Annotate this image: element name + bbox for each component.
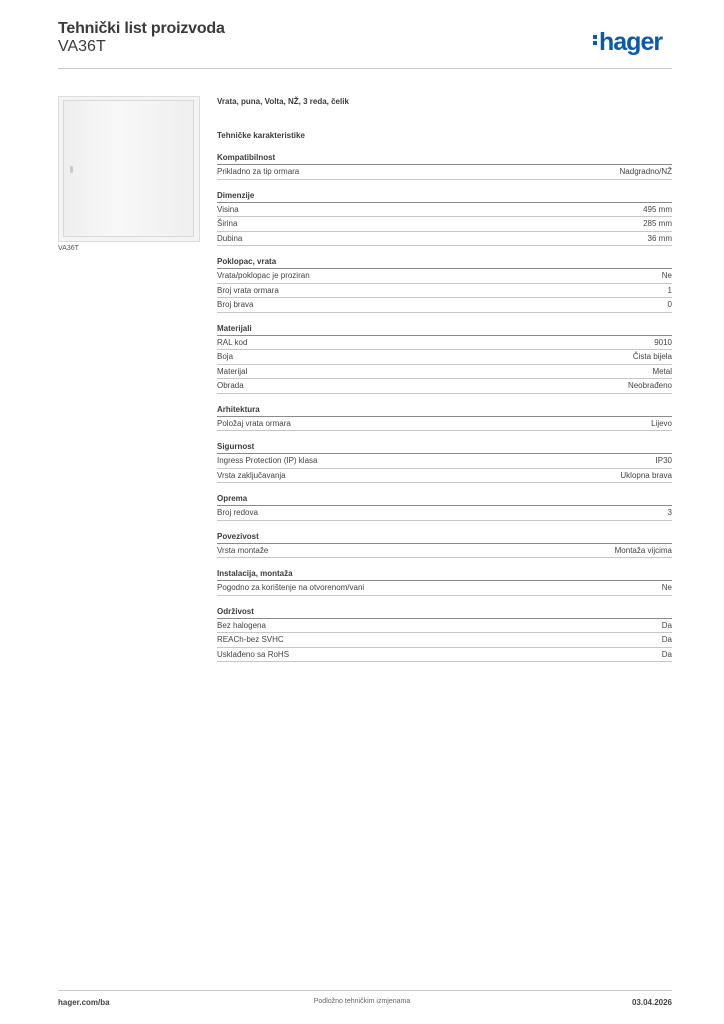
spec-section: [217, 531, 672, 559]
spec-row: [217, 379, 672, 394]
spec-sections: [217, 152, 672, 662]
spec-label: Širina: [217, 219, 238, 228]
spec-label: Vrsta zaključavanja: [217, 470, 286, 480]
spec-value: Nadgradno/NŽ: [619, 167, 672, 176]
spec-value: 36 mm: [647, 233, 672, 243]
spec-value: Ne: [661, 271, 672, 280]
spec-label: REACh-bez SVHC: [217, 635, 284, 644]
spec-value: Lijevo: [651, 418, 672, 428]
door-handle-icon: [70, 166, 73, 173]
spec-label: Položaj vrata ormara: [217, 418, 291, 428]
spec-value: Da: [661, 649, 672, 659]
footer-date: 03.04.2026: [631, 998, 672, 1007]
footer-note: Podložno tehničkim izmjenama: [313, 998, 411, 1005]
spec-section: [217, 256, 672, 313]
spec-value: Ne: [661, 583, 672, 592]
spec-label: Prikladno za tip ormara: [217, 167, 300, 176]
hager-logo: [593, 28, 662, 57]
spec-label: Visina: [217, 204, 239, 214]
spec-row: [217, 633, 672, 648]
spec-value: Neobrađeno: [627, 381, 672, 390]
footer-divider: [58, 990, 672, 991]
section-title: Dimenzije: [217, 190, 672, 203]
page-title: Tehnički list proizvoda: [58, 20, 225, 37]
spec-value: 0: [667, 300, 672, 309]
spec-value: Da: [661, 635, 672, 644]
section-title: Kompatibilnost: [217, 152, 672, 165]
spec-section: [217, 441, 672, 483]
technical-characteristics-heading: Tehničke karakteristike: [217, 131, 305, 140]
spec-label: Dubina: [217, 233, 243, 243]
spec-row: [217, 336, 672, 351]
spec-label: Broj brava: [217, 300, 254, 309]
spec-label: Broj redova: [217, 508, 258, 517]
spec-value: Montaža vijcima: [614, 545, 672, 555]
product-description: Vrata, puna, Volta, NŽ, 3 reda, čelik: [217, 97, 349, 106]
spec-row: [217, 298, 672, 313]
spec-value: 495 mm: [643, 204, 672, 214]
spec-section: [217, 568, 672, 596]
spec-label: Ingress Protection (IP) klasa: [217, 456, 318, 465]
spec-value: Uklopna brava: [620, 470, 672, 480]
spec-label: Bez halogena: [217, 620, 266, 630]
spec-section: [217, 190, 672, 247]
spec-value: 9010: [654, 337, 672, 347]
spec-value: Metal: [652, 366, 672, 376]
spec-row: [217, 544, 672, 559]
section-title: Poklopac, vrata: [217, 256, 672, 269]
spec-row: [217, 217, 672, 232]
spec-label: Broj vrata ormara: [217, 285, 279, 295]
section-title: Održivost: [217, 606, 672, 619]
spec-label: Pogodno za korištenje na otvorenom/vani: [217, 583, 365, 592]
spec-label: Vrata/poklopac je proziran: [217, 271, 310, 280]
section-title: Materijali: [217, 323, 672, 336]
section-title: Povezivost: [217, 531, 672, 544]
spec-label: Materijal: [217, 366, 248, 376]
logo-text: hager: [599, 28, 663, 56]
spec-row: [217, 581, 672, 596]
specifications: [217, 96, 672, 662]
section-title: Oprema: [217, 493, 672, 506]
section-title: Sigurnost: [217, 441, 672, 454]
spec-row: [217, 365, 672, 380]
spec-row: [217, 619, 672, 634]
footer-website: hager.com/ba: [58, 998, 110, 1007]
spec-section: [217, 606, 672, 663]
spec-row: [217, 506, 672, 521]
spec-row: [217, 648, 672, 663]
spec-row: [217, 165, 672, 180]
door-panel-icon: [63, 100, 194, 237]
spec-row: [217, 469, 672, 484]
spec-label: Vrsta montaže: [217, 545, 269, 555]
spec-value: 285 mm: [643, 219, 672, 228]
section-title: Instalacija, montaža: [217, 568, 672, 581]
header-divider: [58, 68, 672, 69]
spec-value: Da: [661, 620, 672, 630]
product-image-caption: VA36T: [58, 245, 79, 252]
spec-section: [217, 404, 672, 432]
spec-row: [217, 269, 672, 284]
spec-section: [217, 493, 672, 521]
spec-value: 1: [667, 285, 672, 295]
spec-row: [217, 454, 672, 469]
spec-row: [217, 232, 672, 247]
spec-value: Čista bijela: [632, 352, 672, 361]
spec-value: IP30: [655, 456, 672, 465]
logo-dots-icon: [593, 33, 597, 47]
product-code: VA36T: [58, 38, 106, 55]
spec-section: [217, 152, 672, 180]
spec-row: [217, 284, 672, 299]
spec-label: Usklađeno sa RoHS: [217, 649, 290, 659]
spec-section: [217, 323, 672, 394]
section-title: Arhitektura: [217, 404, 672, 417]
spec-value: 3: [667, 508, 672, 517]
spec-row: [217, 350, 672, 365]
spec-label: Boja: [217, 352, 234, 361]
spec-label: Obrada: [217, 381, 244, 390]
spec-row: [217, 417, 672, 432]
spec-label: RAL kod: [217, 337, 248, 347]
spec-row: [217, 203, 672, 218]
product-image: [58, 96, 200, 242]
